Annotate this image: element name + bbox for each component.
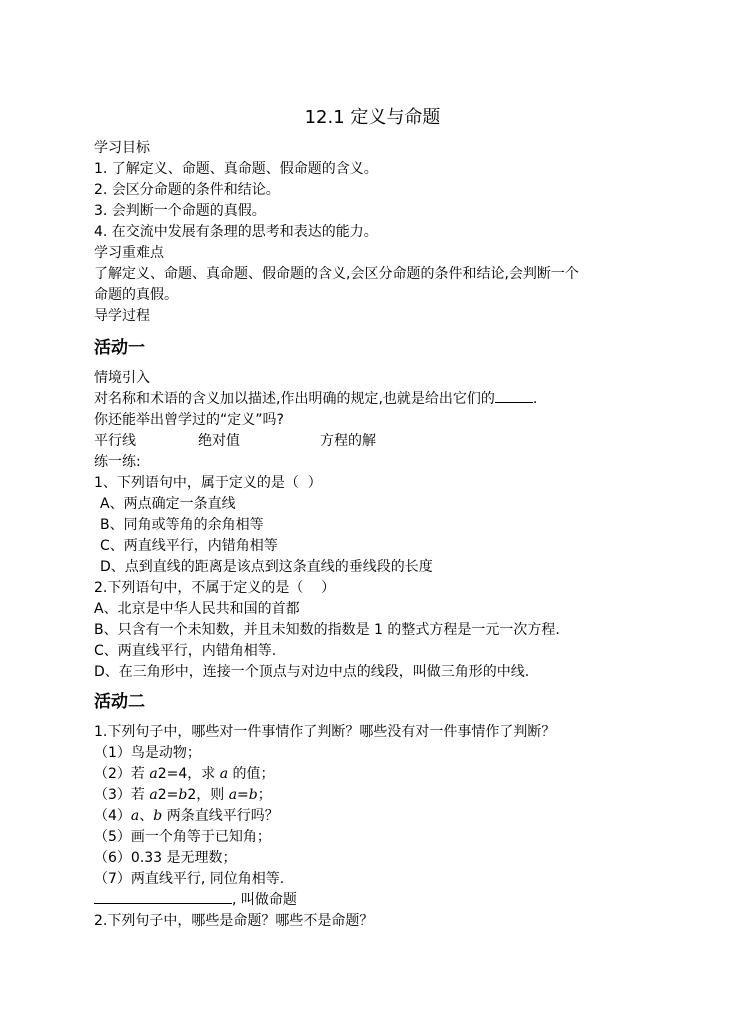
statement-item <box>94 806 279 826</box>
statement-text: （3）若 <box>94 787 150 803</box>
math-variable: a <box>149 766 158 782</box>
statement-text: 2= <box>157 787 179 803</box>
intro-text <box>94 389 537 409</box>
goals-heading: 学习目标 <box>94 140 150 156</box>
key-points-heading: 学习重难点 <box>94 245 164 261</box>
activity2-heading: 活动二 <box>94 692 145 712</box>
question-option: D、点到直线的距离是该点到这条直线的垂线段的长度 <box>100 559 433 575</box>
statement-text: ； <box>257 787 272 803</box>
statement-item <box>94 785 272 805</box>
question-stem: 2.下列句子中，哪些是命题？哪些不是命题？ <box>94 913 374 929</box>
statement-text: 2，则 <box>187 787 229 803</box>
example-term: 平行线 <box>94 433 136 449</box>
math-expression: a=b <box>228 787 258 803</box>
math-variable: b <box>153 808 163 824</box>
question-option: B、同角或等角的余角相等 <box>100 517 264 533</box>
goal-item: 1. 了解定义、命题、真命题、假命题的含义。 <box>94 161 378 177</box>
intro-text-end: . <box>532 391 538 407</box>
statement-text: 、 <box>139 808 154 824</box>
key-points-text: 命题的真假。 <box>94 287 178 303</box>
practice-label: 练一练: <box>94 454 141 470</box>
question-option: A、两点确定一条直线 <box>100 496 236 512</box>
statement-item: （7）两直线平行, 同位角相等. <box>94 871 285 887</box>
intro-text-body: 对名称和术语的含义加以描述,作出明确的规定,也就是给出它们的 <box>94 391 495 407</box>
intro-question: 你还能举出曾学过的“定义”吗? <box>94 412 284 428</box>
fill-blank[interactable] <box>495 389 533 403</box>
intro-label: 情境引入 <box>94 370 150 386</box>
math-variable: b <box>178 787 188 803</box>
activity1-heading: 活动一 <box>94 338 145 358</box>
goal-item: 3. 会判断一个命题的真假。 <box>94 203 266 219</box>
statement-text: 两条直线平行吗？ <box>162 808 279 824</box>
statement-text: （4） <box>94 808 131 824</box>
key-points-text: 了解定义、命题、真命题、假命题的含义,会区分命题的条件和结论,会判断一个 <box>94 266 579 282</box>
statement-item: （1）鸟是动物； <box>94 745 201 761</box>
statement-text: 2=4，求 <box>157 766 220 782</box>
statement-item <box>94 764 275 784</box>
question-option: B、只含有一个未知数，并且未知数的指数是 1 的整式方程是一元一次方程. <box>94 622 560 638</box>
goal-item: 4. 在交流中发展有条理的思考和表达的能力。 <box>94 224 378 240</box>
statement-text: （2）若 <box>94 766 150 782</box>
question-option: D、在三角形中，连接一个顶点与对边中点的线段，叫做三角形的中线. <box>94 664 530 680</box>
statement-item: （6）0.33 是无理数； <box>94 850 237 866</box>
statement-text: 的值； <box>228 766 275 782</box>
process-heading: 导学过程 <box>94 308 150 324</box>
question-option: C、两直线平行，内错角相等. <box>94 643 277 659</box>
question-option: C、两直线平行，内错角相等 <box>100 538 278 554</box>
definition-fill <box>94 890 297 910</box>
math-variable: a <box>130 808 140 824</box>
math-variable: a <box>219 766 229 782</box>
question-stem: 1.下列句子中，哪些对一件事情作了判断？哪些没有对一件事情作了判断？ <box>94 724 556 740</box>
definition-fill-text: , 叫做命题 <box>232 892 297 908</box>
question-stem: 1、下列语句中，属于定义的是（ ） <box>94 475 322 491</box>
statement-item: （5）画一个角等于已知角； <box>94 829 271 845</box>
page-title: 12.1 定义与命题 <box>304 107 441 128</box>
math-variable: a <box>149 787 158 803</box>
example-term: 绝对值 <box>198 433 240 449</box>
question-option: A、北京是中华人民共和国的首都 <box>94 601 300 617</box>
example-term: 方程的解 <box>320 433 376 449</box>
goal-item: 2. 会区分命题的条件和结论。 <box>94 182 280 198</box>
question-stem: 2.下列语句中，不属于定义的是（ ） <box>94 580 336 596</box>
fill-blank[interactable] <box>94 890 232 904</box>
